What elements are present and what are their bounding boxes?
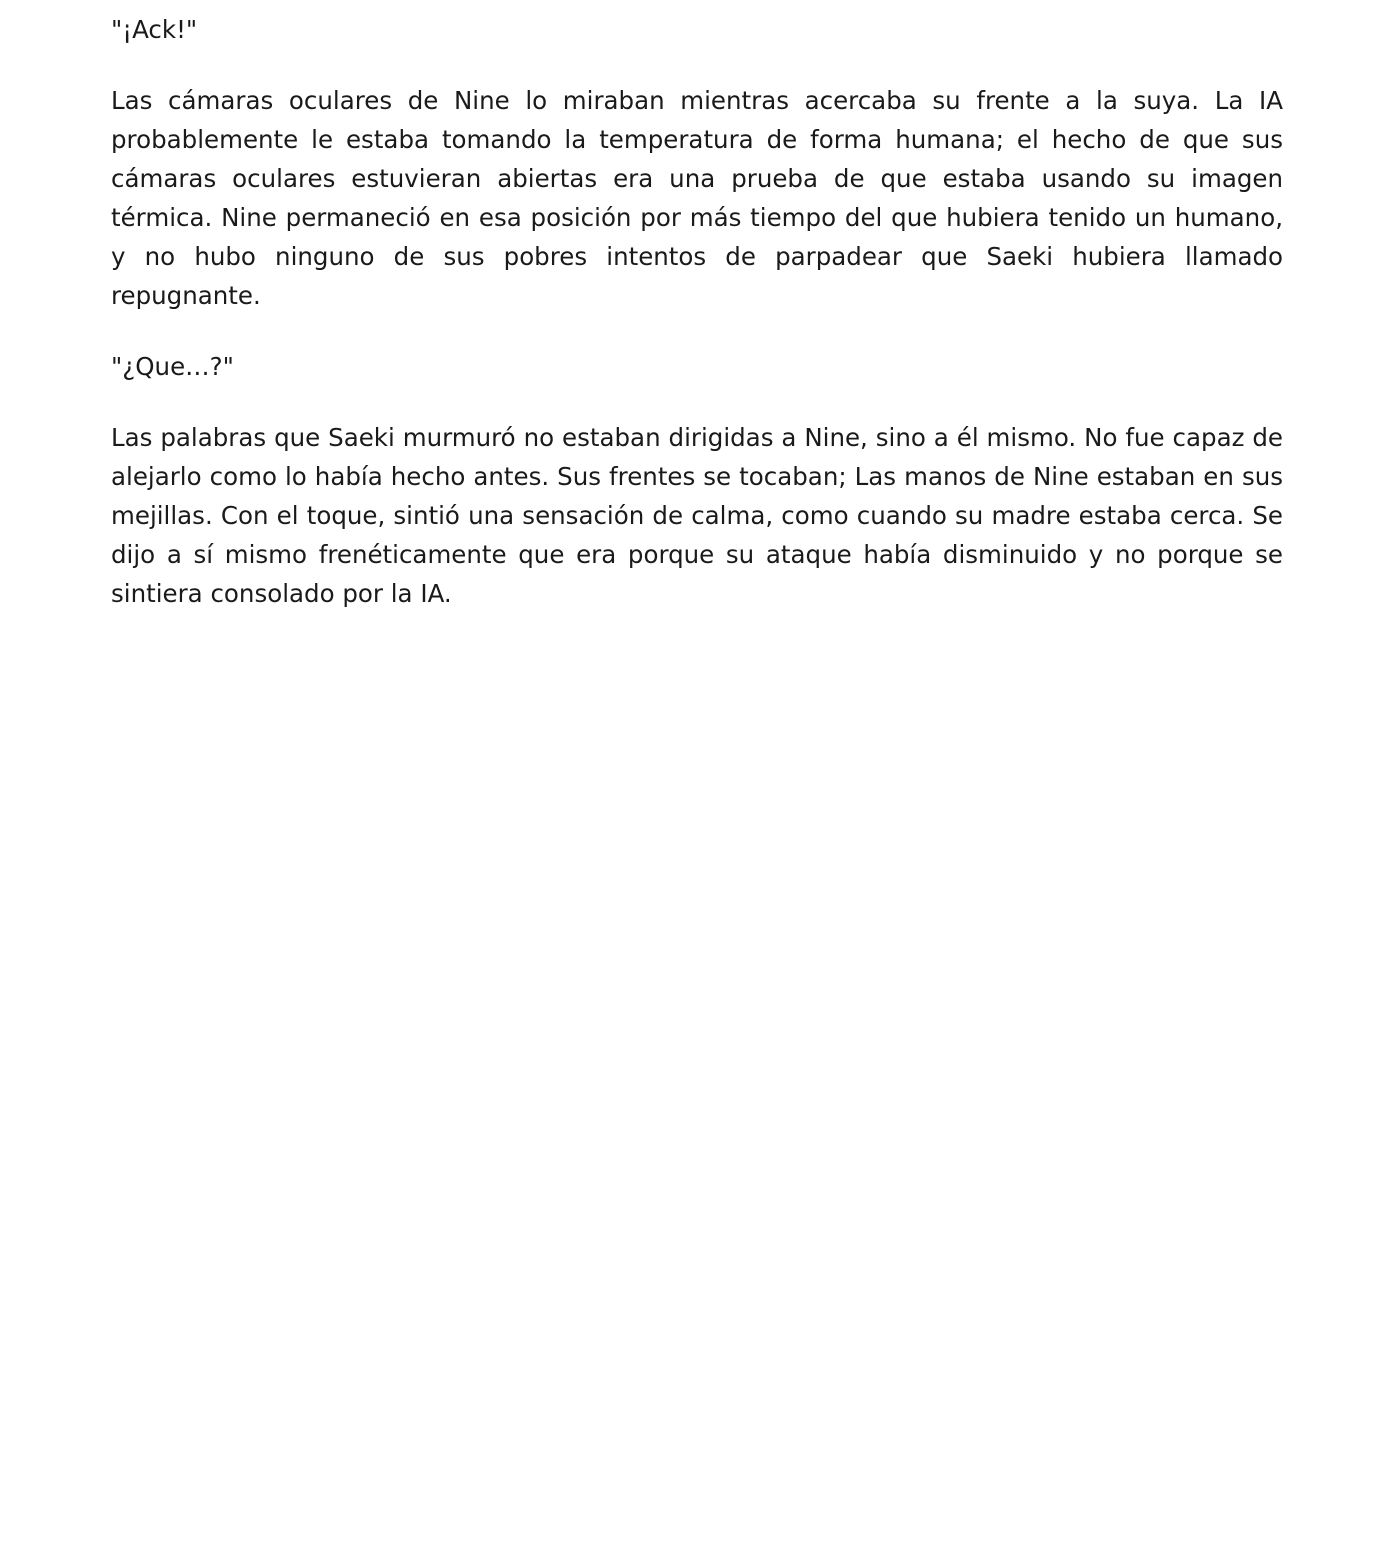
dialogue-line: "¿Que…?"	[111, 352, 234, 381]
dialogue-line: "¡Ack!"	[111, 15, 198, 44]
body-paragraph: Las palabras que Saeki murmuró no estaban dirigidas a Nine, sino a él mismo. No fue capaz de alejarlo como lo había hecho antes. Sus frentes se tocaban; Las manos de Nine estaban en sus mejillas. Con el toque, sintió una sensación de calma, como cuando su madre estaba cerca. Se dijo a sí mismo frenéticamente que era porque su ataque había disminuido y no porque se sintiera consolado por la IA.	[111, 423, 1283, 608]
body-paragraph: Las cámaras oculares de Nine lo miraban mientras acercaba su frente a la suya. La IA probablemente le estaba tomando la temperatura de forma humana; el hecho de que sus cámaras oculares estuvieran abiertas era una prueba de que estaba usando su imagen térmica. Nine permaneció en esa posición por más tiempo del que hubiera tenido un humano, y no hubo ninguno de sus pobres intentos de parpadear que Saeki hubiera llamado repugnante.	[111, 86, 1283, 310]
document-body	[111, 10, 1283, 613]
